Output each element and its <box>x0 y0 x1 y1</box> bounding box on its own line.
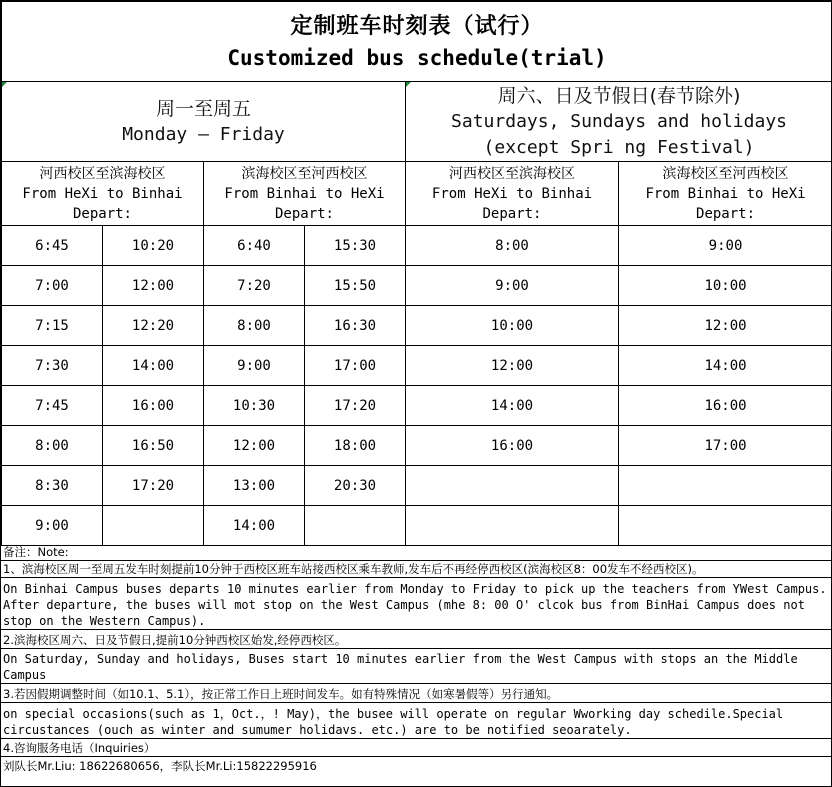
note-3-zh: 3.若因假期调整时间（如10.1、5.1），按正常工作日上班时间发车。如有特殊情况（如寒暑假等）另行通知。 <box>1 683 832 702</box>
time-cell: 12:20 <box>103 306 204 346</box>
weekday-en: Monday — Friday <box>122 123 285 145</box>
route-zh: 滨海校区至河西校区 <box>662 165 789 182</box>
time-cell: 12:00 <box>619 306 832 346</box>
weekend-en-1: Saturdays, Sundays and holidays <box>451 110 787 132</box>
time-cell <box>619 466 832 506</box>
note-4-zh: 4.咨询服务电话（Inquiries） <box>1 738 832 756</box>
title-en: Customized bus schedule(trial) <box>227 45 607 70</box>
time-cell: 16:50 <box>103 426 204 466</box>
notes-heading: 备注：Note: <box>3 545 69 559</box>
route-zh: 滨海校区至河西校区 <box>241 165 368 182</box>
time-cell: 7:45 <box>2 386 103 426</box>
weekday-header <box>2 82 406 162</box>
notes-section <box>1 544 832 774</box>
time-cell: 14:00 <box>619 346 832 386</box>
time-cell: 14:00 <box>204 506 305 546</box>
time-cell: 10:20 <box>103 226 204 266</box>
cell-marker <box>406 82 411 87</box>
time-cell: 15:30 <box>305 226 406 266</box>
route-wd-hexi-binhai <box>2 162 204 226</box>
route-depart: Depart: <box>482 205 542 222</box>
weekend-zh: 周六、日及节假日(春节除外) <box>497 84 741 107</box>
time-cell: 7:30 <box>2 346 103 386</box>
route-depart: Depart: <box>696 205 756 222</box>
time-cell: 10:00 <box>619 266 832 306</box>
time-cell: 9:00 <box>204 346 305 386</box>
time-cell: 16:00 <box>406 426 619 466</box>
table-row <box>2 386 832 426</box>
time-cell: 15:50 <box>305 266 406 306</box>
time-cell: 10:30 <box>204 386 305 426</box>
route-zh: 河西校区至滨海校区 <box>39 165 166 182</box>
time-cell: 8:00 <box>2 426 103 466</box>
time-cell <box>406 506 619 546</box>
time-cell: 13:00 <box>204 466 305 506</box>
route-we-hexi-binhai <box>406 162 619 226</box>
table-row <box>2 506 832 546</box>
time-cell: 20:30 <box>305 466 406 506</box>
time-cell: 8:00 <box>406 226 619 266</box>
weekday-zh: 周一至周五 <box>155 97 251 120</box>
route-we-binhai-hexi <box>619 162 832 226</box>
time-cell: 17:20 <box>305 386 406 426</box>
time-cell: 14:00 <box>103 346 204 386</box>
time-cell <box>619 506 832 546</box>
table-row <box>2 306 832 346</box>
note-2-en: On Saturday, Sunday and holidays, Buses start 10 minutes earlier from the West Campus with stops an the Middle Campus <box>1 648 832 683</box>
time-cell: 12:00 <box>103 266 204 306</box>
table-row <box>2 346 832 386</box>
note-1-zh: 1、滨海校区周一至周五发车时刻提前10分钟于西校区班车站接西校区乘车教师,发车后不再经停西校区(滨海校区8：00发车不经西校区)。 <box>1 560 832 577</box>
time-cell <box>103 506 204 546</box>
table-row <box>2 426 832 466</box>
table-row <box>2 466 832 506</box>
time-cell: 10:00 <box>406 306 619 346</box>
time-cell: 7:00 <box>2 266 103 306</box>
time-cell: 18:00 <box>305 426 406 466</box>
weekend-header <box>406 82 832 162</box>
route-depart: Depart: <box>72 205 132 222</box>
time-cell: 17:00 <box>305 346 406 386</box>
time-cell: 6:40 <box>204 226 305 266</box>
time-cell <box>305 506 406 546</box>
schedule-table <box>1 1 832 546</box>
route-en: From HeXi to Binhai <box>22 185 183 202</box>
time-cell: 7:15 <box>2 306 103 346</box>
time-cell <box>406 466 619 506</box>
time-cell: 7:20 <box>204 266 305 306</box>
cell-marker <box>2 82 7 87</box>
route-zh: 河西校区至滨海校区 <box>449 165 575 182</box>
time-cell: 16:00 <box>103 386 204 426</box>
time-cell: 14:00 <box>406 386 619 426</box>
time-cell: 16:00 <box>619 386 832 426</box>
time-cell: 9:00 <box>619 226 832 266</box>
weekend-en-2: (except Spri ng Festival) <box>483 136 755 158</box>
time-cell: 8:00 <box>204 306 305 346</box>
title-cell <box>2 2 832 82</box>
route-en: From HeXi to Binhai <box>431 185 593 202</box>
route-en: From Binhai to HeXi <box>224 185 385 202</box>
title-zh: 定制班车时刻表（试行） <box>290 13 544 39</box>
route-wd-binhai-hexi <box>204 162 406 226</box>
table-row <box>2 266 832 306</box>
route-depart: Depart: <box>274 205 334 222</box>
time-cell: 16:30 <box>305 306 406 346</box>
note-2-zh: 2.滨海校区周六、日及节假日,提前10分钟西校区始发,经停西校区。 <box>1 629 832 648</box>
time-cell: 17:20 <box>103 466 204 506</box>
table-row <box>2 226 832 266</box>
contact-line: 刘队长Mr.Liu: 18622680656，李队长Mr.Li:15822295916 <box>1 756 832 774</box>
time-cell: 12:00 <box>204 426 305 466</box>
time-cell: 9:00 <box>2 506 103 546</box>
route-en: From Binhai to HeXi <box>645 185 806 202</box>
note-3-en: on special occasions(such as 1，Oct.，! May)，the busee will operate on regular Wworking day schedile.Special circustances (ouch as winter and sumumer holidavs. etc.) are to be notified seoarately. <box>1 702 832 738</box>
time-cell: 17:00 <box>619 426 832 466</box>
note-1-en: On Binhai Campus buses departs 10 minutes earlier from Monday to Friday to pick up the teachers from YWest Campus. After departure, the buses will mot stop on the West Campus (mhe 8: 00 O' clcok bus from BinHai Campus does not stop on the Western Campus). <box>1 577 832 629</box>
time-cell: 12:00 <box>406 346 619 386</box>
time-cell: 8:30 <box>2 466 103 506</box>
time-cell: 9:00 <box>406 266 619 306</box>
time-cell: 6:45 <box>2 226 103 266</box>
